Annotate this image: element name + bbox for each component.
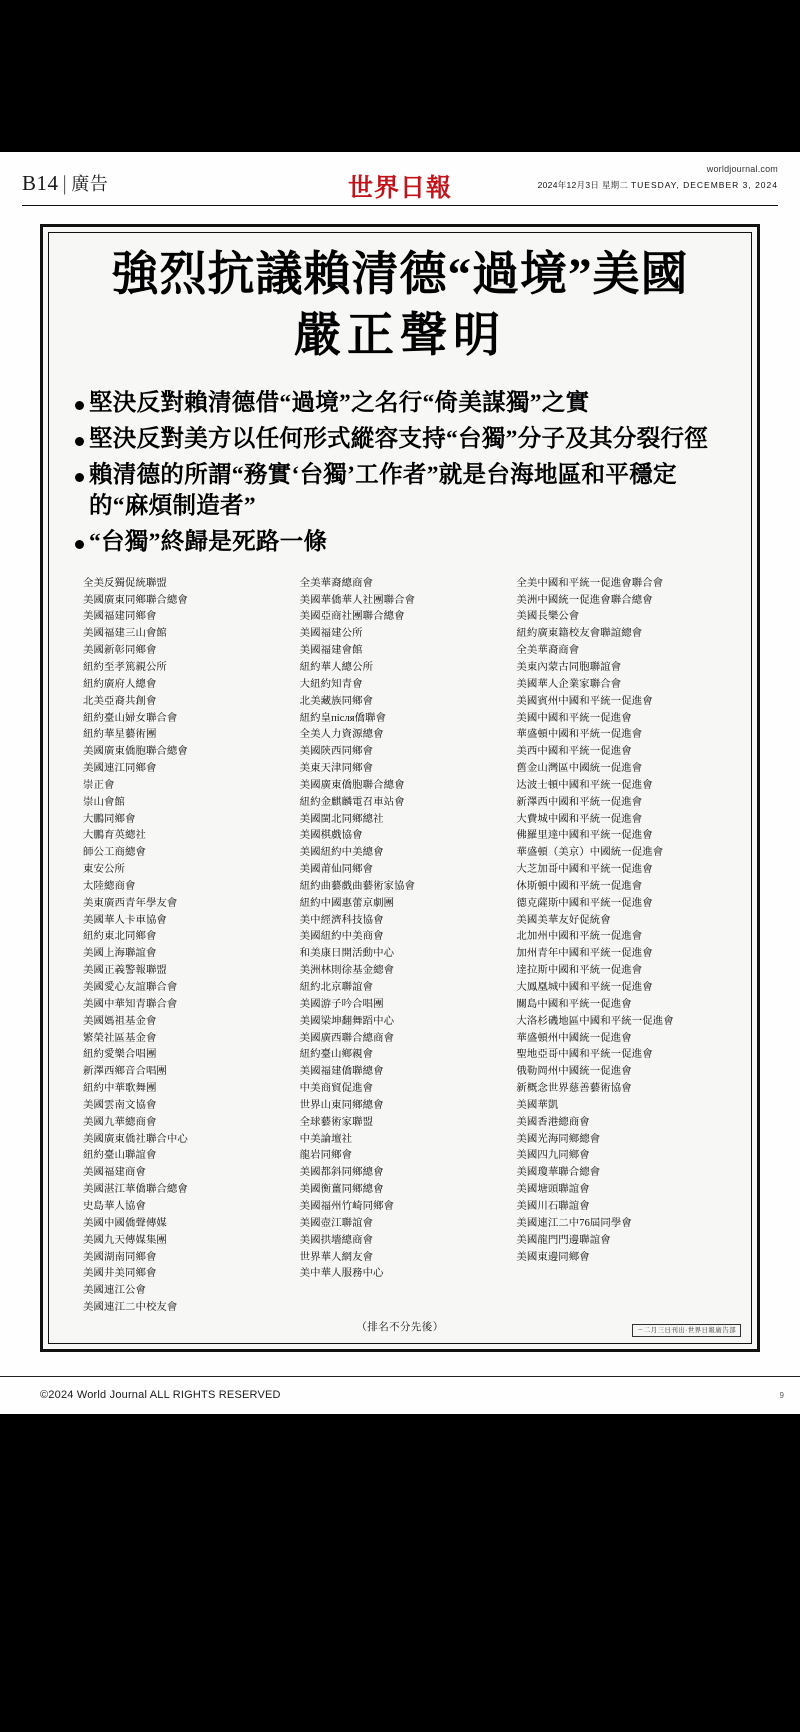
signatory-organization: 美國紐約中美總會 [299, 847, 384, 859]
signatory-organization: 美國壺江聯誼會 [299, 1217, 374, 1229]
signatory-organization: 美國莆仙同鄉會 [299, 864, 374, 876]
signatory-organization: 紐約華星藝術團 [83, 729, 157, 741]
signatory-organization: 龍岩同鄉會 [299, 1150, 353, 1162]
signatory-organization: 美國東邊同鄉會 [516, 1251, 590, 1263]
masthead-separator: | [62, 171, 68, 195]
page-footer [0, 1376, 800, 1414]
signatory-organization: 美國雲南文協會 [83, 1099, 157, 1111]
signatory-organization: 紐約臺山婦女聯合會 [83, 712, 178, 724]
signatory-organization: 全球藝術家聯盟 [299, 1116, 374, 1128]
advertisement-inner-frame [48, 232, 752, 1344]
logo-text: 世界日報 [347, 175, 453, 202]
signatory-organization: 加州青年中國和平統一促進會 [516, 948, 653, 960]
issue-date-zh: 2024年12月3日 星期二 [537, 180, 629, 190]
claim-text: “台獨”終歸是死路一條 [89, 528, 328, 555]
signatory-organization: 舊金山灣區中國統一促進會 [516, 763, 643, 775]
signatory-organization: 美洲林則徐基金總會 [299, 965, 395, 977]
claim-text: 堅決反對美方以任何形式縱容支持“台獨”分子及其分裂行徑 [89, 425, 709, 452]
signatory-organization: 紐約中華歌舞團 [83, 1083, 157, 1095]
signatory-organization: 紐約曲藝戲曲藝術家協會 [299, 880, 416, 892]
signatory-organization: 紐約至孝篤親公所 [83, 661, 167, 673]
signatory-organization: 新概念世界慈善藝術協會 [516, 1083, 632, 1095]
signatory-column-2 [300, 576, 501, 1317]
signatory-organization: 史島華人協會 [83, 1200, 146, 1212]
signatory-columns [65, 576, 735, 1317]
list-item [75, 460, 727, 522]
website-url[interactable]: worldjournal.com [706, 164, 778, 174]
signatory-organization: 美國美華友好促統會 [516, 914, 611, 926]
signatory-organization: 世界華人網友會 [299, 1251, 374, 1263]
signatory-organization: 美國愛心友誼聯合會 [83, 982, 178, 994]
signatory-organization: 紐約廣東籍校友會聯誼總會 [516, 628, 643, 640]
signatory-column-1 [83, 576, 284, 1317]
signatory-organization: 紐約金麒麟電召車站會 [299, 796, 405, 808]
bullet-dot-icon [75, 540, 84, 549]
advertisement-block [40, 224, 760, 1352]
signatory-organization: 美國井美同鄉會 [83, 1268, 157, 1280]
signatory-organization: 華盛頓中國和平統一促進會 [516, 729, 643, 741]
publication-logo [348, 168, 452, 204]
signatory-organization: 崇山會館 [83, 796, 125, 808]
signatory-organization: 關島中國和平統一促進會 [516, 998, 632, 1010]
signatory-organization: 德克薩斯中國和平統一促進會 [516, 897, 653, 909]
headline-line-1: 強烈抗議賴清德“過境”美國 [111, 249, 689, 301]
signatory-organization: 美國福建公所 [299, 628, 363, 640]
issue-date-en: TUESDAY, DECEMBER 3, 2024 [630, 180, 778, 190]
signatory-organization: 紐約中國惠蕾京劇團 [299, 897, 395, 909]
signatory-organization: 大洛杉磯地區中國和平統一促進會 [516, 1015, 674, 1027]
signatory-organization: 美東內蒙古同胞聯誼會 [516, 661, 622, 673]
signatory-organization: 美國瓊華聯合總會 [516, 1167, 601, 1179]
signatory-organization: 美國華人企業家聯合會 [516, 678, 622, 690]
headline-line-2: 嚴正聲明 [294, 310, 506, 363]
page-number: B14 [22, 171, 59, 195]
signatory-organization: 美國正義警報聯盟 [83, 965, 167, 977]
signatory-organization: 新澤西中國和平統一促進會 [516, 796, 643, 808]
signatory-organization: 俄勒岡州中國統一促進會 [516, 1066, 632, 1078]
signatory-organization: 美國福州竹崎同鄉會 [299, 1200, 395, 1212]
masthead-meta [538, 164, 778, 191]
signatory-organization: 美國華凱 [516, 1099, 559, 1111]
signatory-organization: 美國上海聯誼會 [83, 948, 157, 960]
signatory-organization: 美國廣東僑胞聯合總會 [299, 779, 405, 791]
list-item [75, 424, 727, 455]
signatory-organization: 全美中國和平統一促進會聯合會 [516, 577, 664, 589]
signatory-organization: 崇正會 [83, 779, 115, 791]
signatory-organization: 美國拱墻總商會 [299, 1234, 374, 1246]
signatory-organization: 美東天津同鄉會 [299, 763, 374, 775]
signatory-organization: 美國紐約中美商會 [299, 931, 384, 943]
page-identifier [22, 170, 108, 196]
ad-department-stamp: ㄧ二月三日刊出·世界日報廣告部 [632, 1324, 741, 1337]
signatory-organization: 北美藏族同鄉會 [299, 695, 374, 707]
signatory-organization: 全美反獨促統聯盟 [83, 577, 167, 589]
signatory-organization: 美國中國和平統一促進會 [516, 712, 632, 724]
issue-date [538, 179, 778, 191]
signatory-organization: 美國九天傳媒集團 [83, 1234, 167, 1246]
signatory-organization: 美中華人服務中心 [299, 1268, 384, 1280]
signatory-organization: 美國湖南同鄉會 [83, 1251, 157, 1263]
signatory-organization: 美國華僑華人社團聯合會 [299, 594, 416, 606]
signatory-organization: 美國福建同鄉會 [83, 611, 157, 623]
section-name: 廣告 [71, 174, 109, 194]
signatory-organization: 佛羅里達中國和平統一促進會 [516, 830, 653, 842]
claim-text: 堅決反對賴清德借“過境”之名行“倚美謀獨”之實 [89, 389, 590, 416]
signatory-organization: 美國連江公會 [83, 1285, 146, 1297]
bullet-dot-icon [75, 401, 84, 410]
signatory-organization: 美國福建商會 [83, 1167, 146, 1179]
list-item [75, 388, 727, 419]
signatory-organization: 全美人力資源總會 [299, 729, 384, 741]
signatory-organization: 聖地亞哥中國和平統一促進會 [516, 1049, 653, 1061]
claim-text: 賴清德的所謂“務實‘台獨’工作者”就是台海地區和平穩定的“麻煩制造者” [89, 461, 677, 519]
signatory-organization: 紐約東北同鄉會 [83, 931, 157, 943]
signatory-organization: 美國四九同鄉會 [516, 1150, 590, 1162]
signatory-organization: 中美論壇社 [299, 1133, 353, 1145]
signatory-organization: 美國光海同鄉總會 [516, 1133, 601, 1145]
signatory-organization: 美國長樂公會 [516, 611, 580, 623]
signatory-organization: 休斯頓中國和平統一促進會 [516, 880, 643, 892]
signatory-organization: 繁榮社區基金會 [83, 1032, 157, 1044]
signatory-organization: 逹拉斯中國和平統一促進會 [516, 965, 643, 977]
signatory-organization: 美國連江二中校友會 [83, 1302, 178, 1314]
signatory-organization: 美東廣西青年學友會 [83, 897, 178, 909]
signatory-organization: 美國連江二中76屆同學會 [516, 1217, 632, 1229]
signatory-organization: 美中經濟科技協會 [299, 914, 384, 926]
bullet-dot-icon [75, 437, 84, 446]
signatory-organization: 紐約北京聯誼會 [299, 982, 374, 994]
signatory-organization: 中美商貿促進會 [299, 1083, 374, 1095]
signatory-organization: 美國中華知青聯合會 [83, 998, 178, 1010]
signatory-organization: 紐約臺山鄉親會 [299, 1049, 374, 1061]
signatory-organization: 美國棋戲協會 [299, 830, 363, 842]
signatory-organization: 和美康日開活動中心 [299, 948, 395, 960]
signatory-organization: 大費城中國和平統一促進會 [516, 813, 643, 825]
signatory-organization: 紐約華人總公所 [299, 661, 374, 673]
signatory-organization: 新澤西鄉音合唱團 [83, 1066, 167, 1078]
signatory-organization: 大鵬育英總社 [83, 830, 146, 842]
folio-number: 9 [779, 1391, 784, 1400]
signatory-organization: 美國川石聯誼會 [516, 1200, 590, 1212]
signatory-organization: 北加州中國和平統一促進會 [516, 931, 643, 943]
signatory-organization: 美國湛江華僑聯合總會 [83, 1184, 188, 1196]
signatory-organization: 美國華人卡車協會 [83, 914, 167, 926]
signatory-organization: 紐約皇після僑聯會 [299, 712, 387, 724]
signatory-organization: 華盛頓（美京）中國統一促進會 [516, 847, 664, 859]
newspaper-page [0, 152, 800, 1414]
signatory-organization: 美國賓州中國和平統一促進會 [516, 695, 653, 707]
signatory-organization: 紐約愛樂合唱團 [83, 1049, 157, 1061]
copyright-notice: ©2024 World Journal ALL RIGHTS RESERVED [40, 1389, 281, 1401]
signatory-organization: 美國香港總商會 [516, 1116, 590, 1128]
signatory-organization: 大紐約知青會 [299, 678, 363, 690]
signatory-organization: 美國龍門門邊聯誼會 [516, 1234, 611, 1246]
statement-claims-list [75, 388, 727, 558]
signatory-organization: 北美亞裔共創會 [83, 695, 157, 707]
signatory-organization: 达波士頓中國和平統一促進會 [516, 779, 653, 791]
signatory-organization: 美國福建會館 [299, 645, 363, 657]
signatory-organization: 紐約臺山聯誼會 [83, 1150, 157, 1162]
signatory-organization: 美國中國僑聲傳媒 [83, 1217, 167, 1229]
signatory-organization: 美國廣東僑胞聯合總會 [83, 746, 188, 758]
signatory-organization: 美國廣東僑社聯合中心 [83, 1133, 188, 1145]
signatory-organization: 美國廣東同鄉聯合總會 [83, 594, 188, 606]
signatory-organization: 美國九華總商會 [83, 1116, 157, 1128]
signatory-organization: 美西中國和平統一促進會 [516, 746, 632, 758]
signatory-organization: 太陸總商會 [83, 880, 136, 892]
signatory-organization: 世界山東同鄉總會 [299, 1099, 384, 1111]
signatory-organization: 美國游子吟合唱團 [299, 998, 384, 1010]
signatory-organization: 紐約廣府人總會 [83, 678, 157, 690]
bullet-dot-icon [75, 473, 84, 482]
signatory-organization: 美國連江同鄉會 [83, 763, 157, 775]
signatory-organization: 美洲中國統一促進會聯合總會 [516, 594, 653, 606]
signatory-organization: 美國新彰同鄉會 [83, 645, 157, 657]
masthead [22, 162, 778, 206]
signatory-organization: 師公工商總會 [83, 847, 146, 859]
signatory-organization: 全美華裔商會 [516, 645, 580, 657]
signatory-organization: 全美華裔總商會 [299, 577, 374, 589]
signatory-organization: 美國陝西同鄉會 [299, 746, 374, 758]
signatory-organization: 美國衡薑同鄉總會 [299, 1184, 384, 1196]
signatory-column-3 [516, 576, 717, 1317]
signatory-organization: 美國都斜同鄉總會 [299, 1167, 384, 1179]
signatory-organization: 大芝加哥中國和平統一促進會 [516, 864, 653, 876]
signatory-organization: 美國媽祖基金會 [83, 1015, 157, 1027]
advertisement-headline [65, 251, 735, 362]
signatory-organization: 大鳳凰城中國和平統一促進會 [516, 982, 653, 994]
signatory-organization: 美國廣西聯合總商會 [299, 1032, 395, 1044]
signatory-organization: 大鵬同鄉會 [83, 813, 136, 825]
signatory-organization: 華盛頓州中國統一促進會 [516, 1032, 632, 1044]
signatory-organization: 美國福建僑聯總會 [299, 1066, 384, 1078]
signatory-organization: 美國塘頭聯誼會 [516, 1184, 590, 1196]
signatory-organization: 東安公所 [83, 864, 125, 876]
signatory-organization: 美國福建三山會館 [83, 628, 167, 640]
list-item [75, 527, 727, 558]
signatory-organization: 美國閩北同鄉總社 [299, 813, 384, 825]
signatory-organization: 美國梁坤翻舞蹈中心 [299, 1015, 395, 1027]
signatory-organization: 美國亞商社團聯合總會 [299, 611, 405, 623]
order-note: （排名不分先後） [356, 1321, 444, 1333]
